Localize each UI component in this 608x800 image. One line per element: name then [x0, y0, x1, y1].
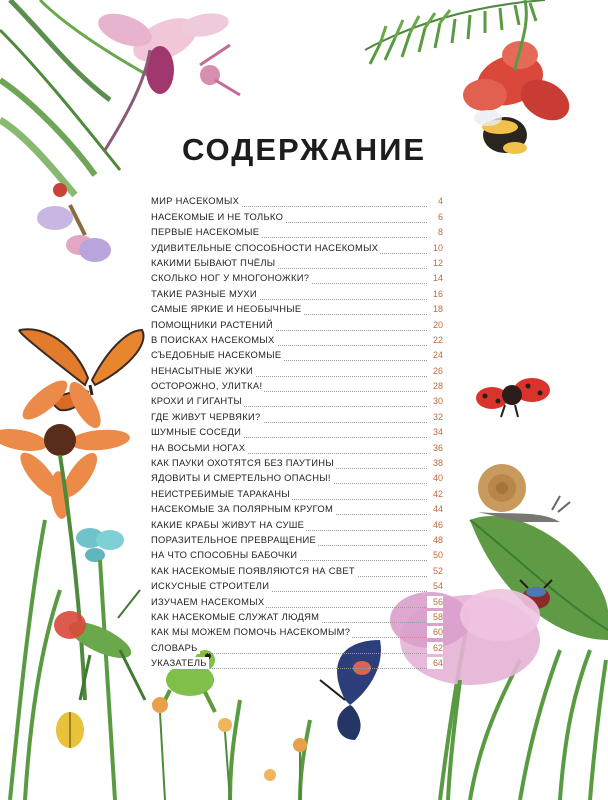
toc-entry-page-number: 10	[427, 242, 443, 254]
toc-entry-page-number: 20	[427, 319, 443, 331]
toc-entry-page-number: 58	[427, 611, 443, 623]
toc-entry[interactable]	[151, 361, 443, 376]
toc-entry-title: ТАКИЕ РАЗНЫЕ МУХИ	[151, 287, 257, 299]
toc-entry-page-number: 8	[427, 226, 443, 238]
toc-entry[interactable]	[151, 207, 443, 222]
toc-entry[interactable]	[151, 223, 443, 238]
toc-entry-page-number: 30	[427, 395, 443, 407]
toc-entry-title: ИСКУСНЫЕ СТРОИТЕЛИ	[151, 580, 270, 592]
toc-entry-title: НЕИСТРЕБИМЫЕ ТАРАКАНЫ	[151, 487, 290, 499]
orchid-mantis-icon	[94, 7, 240, 150]
toc-entry-page-number: 14	[427, 272, 443, 284]
toc-entry[interactable]	[151, 515, 443, 530]
grasshopper-icon	[54, 590, 145, 700]
toc-entry-title: КАК МЫ МОЖЕМ ПОМОЧЬ НАСЕКОМЫМ?	[151, 626, 351, 638]
toc-entry-page-number: 32	[427, 411, 443, 423]
toc-entry-page-number: 42	[427, 488, 443, 500]
toc-entry-page-number: 6	[427, 211, 443, 223]
toc-entry[interactable]	[151, 269, 443, 284]
toc-entry-page-number: 38	[427, 457, 443, 469]
toc-entry-page-number: 60	[427, 626, 443, 638]
toc-entry[interactable]	[151, 454, 443, 469]
page-title: СОДЕРЖАНИЕ	[181, 132, 427, 167]
toc-entry[interactable]	[151, 392, 443, 407]
toc-entry-title: КРОХИ И ГИГАНТЫ	[151, 395, 243, 407]
toc-entry-title: СЪЕДОБНЫЕ НАСЕКОМЫЕ	[151, 349, 282, 361]
toc-entry-page-number: 48	[427, 534, 443, 546]
toc-entry[interactable]	[151, 638, 443, 653]
toc-entry-page-number: 24	[427, 349, 443, 361]
toc-entry[interactable]	[151, 438, 443, 453]
toc-entry[interactable]	[151, 423, 443, 438]
toc-entry-page-number: 40	[427, 472, 443, 484]
toc-entry[interactable]	[151, 407, 443, 422]
toc-entry[interactable]	[151, 577, 443, 592]
toc-entry[interactable]	[151, 484, 443, 499]
toc-entry-title: ПОРАЗИТЕЛЬНОЕ ПРЕВРАЩЕНИЕ	[151, 533, 317, 545]
toc-entry-title: КАКИМИ БЫВАЮТ ПЧЁЛЫ	[151, 256, 276, 268]
toc-entry-title: ПОМОЩНИКИ РАСТЕНИЙ	[151, 318, 273, 330]
toc-entry-title: В ПОИСКАХ НАСЕКОМЫХ	[151, 333, 275, 345]
toc-entry-title: ЯДОВИТЫ И СМЕРТЕЛЬНО ОПАСНЫ!	[151, 472, 331, 484]
toc-entry[interactable]	[151, 654, 443, 669]
toc-entry-page-number: 62	[427, 642, 443, 654]
toc-entry[interactable]	[151, 346, 443, 361]
ladybug-icon	[476, 378, 550, 417]
toc-entry-title: ПЕРВЫЕ НАСЕКОМЫЕ	[151, 226, 260, 238]
toc-entry-page-number: 28	[427, 380, 443, 392]
toc-entry-page-number: 56	[427, 596, 443, 608]
toc-entry-title: НАСЕКОМЫЕ ЗА ПОЛЯРНЫМ КРУГОМ	[151, 503, 334, 515]
toc-entry-page-number: 4	[427, 195, 443, 207]
toc-entry-title: ОСТОРОЖНО, УЛИТКА!	[151, 380, 263, 392]
toc-entry[interactable]	[151, 500, 443, 515]
toc-entry-page-number: 18	[427, 303, 443, 315]
toc-entry-page-number: 64	[427, 657, 443, 669]
toc-entry[interactable]	[151, 623, 443, 638]
toc-entry-title: КАК НАСЕКОМЫЕ ПОЯВЛЯЮТСЯ НА СВЕТ	[151, 564, 355, 576]
toc-entry-title: КАКИЕ КРАБЫ ЖИВУТ НА СУШЕ	[151, 518, 305, 530]
toc-entry[interactable]	[151, 238, 443, 253]
toc-entry[interactable]	[151, 531, 443, 546]
toc-entry-page-number: 50	[427, 549, 443, 561]
toc-entry-page-number: 12	[427, 257, 443, 269]
toc-entry-title: НЕНАСЫТНЫЕ ЖУКИ	[151, 364, 254, 376]
toc-entry-page-number: 54	[427, 580, 443, 592]
toc-entry[interactable]	[151, 592, 443, 607]
beetle-icon	[56, 712, 84, 748]
toc-entry-title: ИЗУЧАЕМ НАСЕКОМЫХ	[151, 595, 265, 607]
toc-entry[interactable]	[151, 377, 443, 392]
toc-entry-title: НА ВОСЬМИ НОГАХ	[151, 441, 246, 453]
toc-entry-title: МИР НАСЕКОМЫХ	[151, 195, 240, 207]
toc-entry-page-number: 16	[427, 288, 443, 300]
toc-entry-page-number: 36	[427, 442, 443, 454]
toc-entry[interactable]	[151, 300, 443, 315]
toc-entry-title: НАСЕКОМЫЕ И НЕ ТОЛЬКО	[151, 210, 284, 222]
toc-entry-page-number: 44	[427, 503, 443, 515]
toc-entry-page-number: 34	[427, 426, 443, 438]
toc-entry-page-number: 46	[427, 519, 443, 531]
toc-entry[interactable]	[151, 192, 443, 207]
snail-icon	[478, 464, 570, 522]
toc-entry-page-number: 22	[427, 334, 443, 346]
toc-entry-title: КАК НАСЕКОМЫЕ СЛУЖАТ ЛЮДЯМ	[151, 610, 320, 622]
toc-entry[interactable]	[151, 331, 443, 346]
toc-entry-title: УКАЗАТЕЛЬ	[151, 657, 207, 669]
blue-butterfly-icon	[76, 528, 124, 562]
small-flowers-icon	[152, 697, 307, 800]
toc-entry[interactable]	[151, 469, 443, 484]
toc-entry-title: УДИВИТЕЛЬНЫЕ СПОСОБНОСТИ НАСЕКОМЫХ	[151, 241, 379, 253]
toc-entry[interactable]	[151, 315, 443, 330]
toc-entry-title: НА ЧТО СПОСОБНЫ БАБОЧКИ	[151, 549, 298, 561]
toc-entry[interactable]	[151, 561, 443, 576]
toc-entry-page-number: 26	[427, 365, 443, 377]
table-of-contents	[151, 192, 443, 669]
toc-entry-title: САМЫЕ ЯРКИЕ И НЕОБЫЧНЫЕ	[151, 303, 302, 315]
toc-entry[interactable]	[151, 608, 443, 623]
toc-entry-page-number: 52	[427, 565, 443, 577]
toc-entry-title: ШУМНЫЕ СОСЕДИ	[151, 426, 242, 438]
toc-entry[interactable]	[151, 254, 443, 269]
toc-entry-title: СКОЛЬКО НОГ У МНОГОНОЖКИ?	[151, 272, 310, 284]
toc-entry-title: СЛОВАРЬ	[151, 641, 198, 653]
red-flower-icon	[463, 0, 577, 129]
toc-entry-title: КАК ПАУКИ ОХОТЯТСЯ БЕЗ ПАУТИНЫ	[151, 457, 334, 469]
toc-entry[interactable]	[151, 546, 443, 561]
toc-entry[interactable]	[151, 284, 443, 299]
toc-entry-title: ГДЕ ЖИВУТ ЧЕРВЯКИ?	[151, 410, 261, 422]
